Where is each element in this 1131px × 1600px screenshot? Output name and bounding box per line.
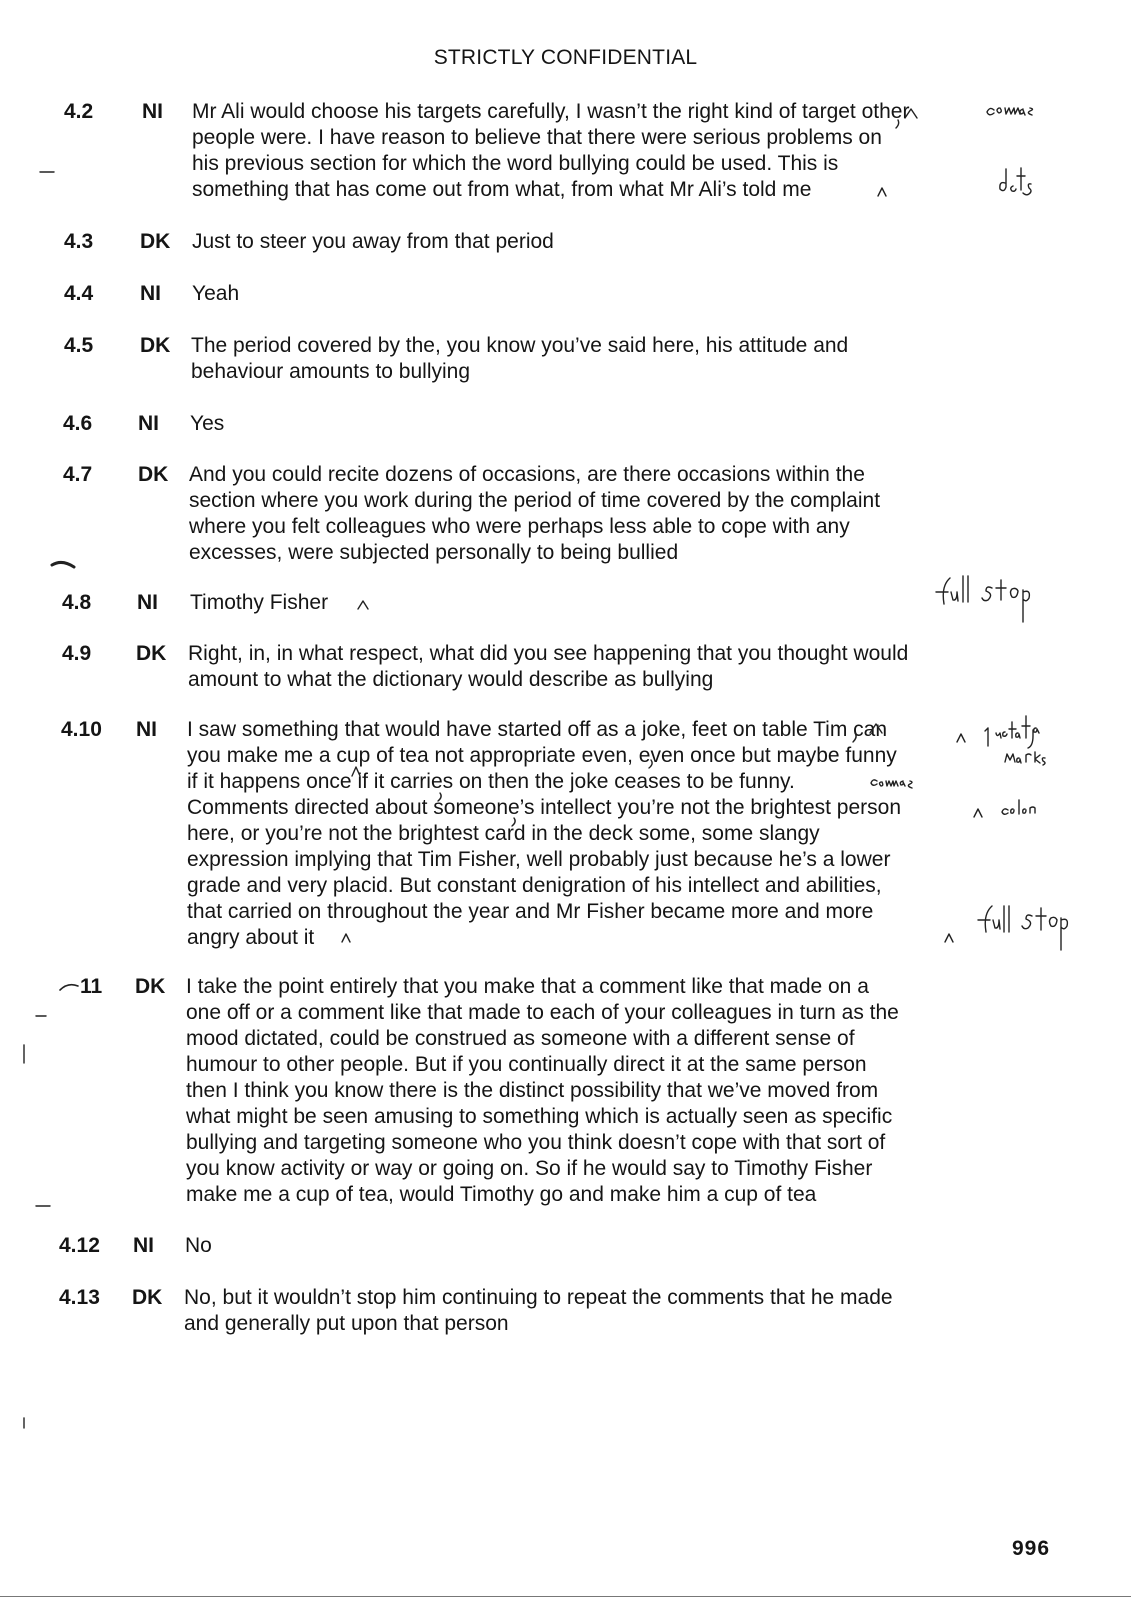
margin-note-full-stop-2 bbox=[978, 906, 1067, 950]
entry-speaker: DK bbox=[140, 334, 171, 357]
page-bottom-edge bbox=[0, 1596, 1131, 1597]
margin-note-colon bbox=[1002, 800, 1035, 814]
entry-number: 4.6 bbox=[63, 412, 93, 435]
entry-speaker: NI bbox=[136, 718, 157, 741]
entry-number: 4.13 bbox=[59, 1286, 100, 1309]
margin-note-ducts bbox=[1000, 168, 1031, 195]
entry-speaker: DK bbox=[140, 230, 171, 253]
entry-speaker: DK bbox=[132, 1286, 163, 1309]
entry-text: No bbox=[185, 1234, 212, 1257]
entry-number: 4.9 bbox=[62, 642, 92, 665]
entry-text: Right, in, in what respect, what did you see happening that you thought would amount to what the dictionary would describe as bullying bbox=[188, 642, 909, 691]
entry-speaker: DK bbox=[135, 975, 166, 998]
margin-dash bbox=[52, 562, 74, 567]
entry-text: Timothy Fisher bbox=[190, 591, 329, 614]
entry-number: 4.7 bbox=[63, 463, 93, 486]
entry-speaker: NI bbox=[140, 282, 161, 305]
entry-speaker: NI bbox=[142, 100, 163, 123]
entry-number: 11 bbox=[80, 975, 103, 998]
entry-speaker: DK bbox=[136, 642, 167, 665]
entry-number: 4.8 bbox=[62, 591, 92, 614]
entry-text: Mr Ali would choose his targets carefully, I wasn’t the right kind of target other people were. I have reason to believe that there were serious problems on his previous section for which the word bullying could be used. This is something that has come out from what, from what Mr Ali’s told me bbox=[192, 100, 910, 201]
margin-note-marks bbox=[1005, 752, 1045, 765]
margin-dash bbox=[60, 985, 78, 990]
margin-note-comma bbox=[987, 108, 1033, 115]
entry-text: Yes bbox=[190, 412, 225, 435]
entry-number: 4.3 bbox=[64, 230, 94, 253]
entry-text: And you could recite dozens of occasions, are there occasions within the section where you work during the period of time covered by the complaint where you felt colleagues who were perhaps less able to cope with any excesses, were subjected personally to being bullied bbox=[189, 463, 881, 564]
entry-text: Yeah bbox=[192, 282, 240, 305]
page-number: 996 bbox=[1012, 1537, 1051, 1560]
entry-text: No, but it wouldn’t stop him continuing to repeat the comments that he made and generally put upon that person bbox=[184, 1286, 893, 1335]
entry-number: 4.2 bbox=[64, 100, 94, 123]
entry-text: Just to steer you away from that period bbox=[192, 230, 554, 253]
page-header: STRICTLY CONFIDENTIAL bbox=[433, 46, 698, 69]
entry-text: The period covered by the, you know you’ve said here, his attitude and behaviour amounts to bullying bbox=[191, 334, 849, 383]
entry-number: 4.5 bbox=[64, 334, 94, 357]
entry-speaker: NI bbox=[138, 412, 159, 435]
entry-speaker: NI bbox=[133, 1234, 154, 1257]
entry-number: 4.4 bbox=[64, 282, 94, 305]
entry-speaker: DK bbox=[138, 463, 169, 486]
entry-number: 4.12 bbox=[59, 1234, 100, 1257]
entry-number: 4.10 bbox=[61, 718, 102, 741]
entry-text: I take the point entirely that you make that a comment like that made on a one off or a comment like that made to each of your colleagues in turn as the mood dictated, could be construed as someone with a different sense of humour to other people. But if you continually direct it at the same person then I think you know there is the distinct possibility that we’ve moved from what might be seen amusing to something which is actually seen as specific bullying and targeting someone who you think doesn’t cope with that sort of you know activity or way or going on. So if he would say to Timothy Fisher make me a cup of tea, would Timothy go and make him a cup of tea bbox=[186, 975, 899, 1206]
entry-text: I saw something that would have started off as a joke, feet on table Tim can you make me a cup of tea not appropriate even, even once but maybe funny if it happens once if it carries on then the joke ceases to be funny. Comments directed about someone’s intellect you’re not the brightest person here, or you’re not the brightest card in the deck some, some slangy expression implying that Tim Fisher, well probably just because he’s a lower grade and very placid. But constant denigration of his intellect and abilities, that carried on throughout the year and Mr Fisher became more and more angry about it bbox=[187, 718, 902, 949]
margin-note-inverted-commas bbox=[985, 716, 1039, 748]
entry-speaker: NI bbox=[137, 591, 158, 614]
